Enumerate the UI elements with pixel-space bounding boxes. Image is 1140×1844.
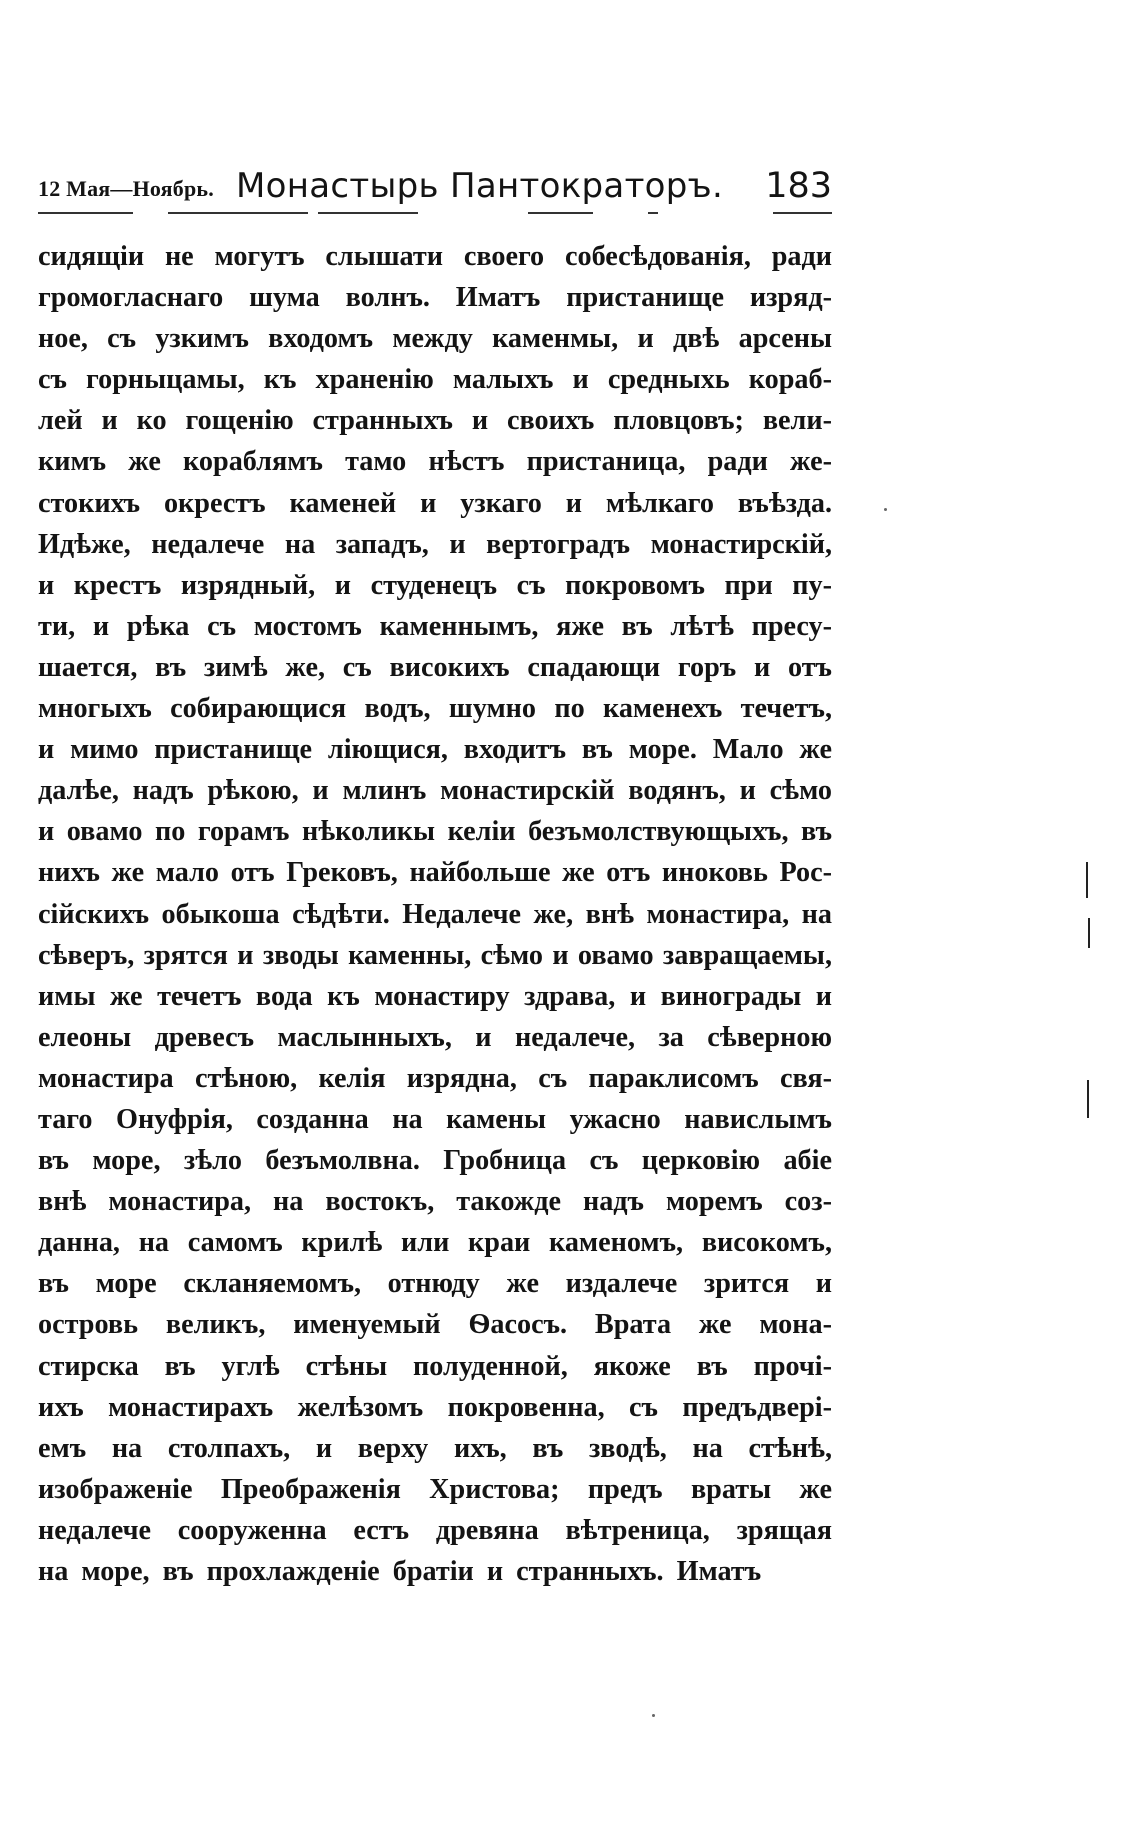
header-rule [38,212,832,215]
header-title: Монастырь Пантократоръ. [236,166,724,206]
text-line: недалече сооруженна естъ древяна вѣтреница, зрящая [38,1514,832,1546]
text-line: и овамо по горамъ нѣколикы келіи безъмолствующыхъ, въ [38,816,832,848]
text-line: стирска въ углѣ стѣны полуденной, якоже въ прочі- [38,1350,832,1382]
scan-speck [652,1714,655,1717]
text-line: и мимо пристанище ліющися, входитъ въ море. Мало же [38,734,832,766]
text-line: лей и ко гощенію странныхъ и своихъ пловцовъ; вели- [38,405,832,437]
text-line: емъ на столпахъ, и верху ихъ, въ зводѣ, на стѣнѣ, [38,1432,832,1464]
text-line: и крестъ изрядный, и студенецъ съ покровомъ при пу- [38,569,832,601]
text-line: далѣе, надъ рѣкою, и млинъ монастирскій водянъ, и сѣмо [38,775,832,807]
text-line: шается, въ зимѣ же, съ високихъ спадающи горъ и отъ [38,651,832,683]
text-line: нихъ же мало отъ Грековъ, найбольше же отъ иноковь Рос- [38,857,832,889]
running-head [38,160,832,210]
text-line: съ горныцамы, къ храненію малыхъ и средныхь кораб- [38,364,832,396]
text-line: ихъ монастирахъ желѣзомъ покровенна, съ предъдвері- [38,1391,832,1423]
text-line: имы же течетъ вода къ монастиру здрава, и винограды и [38,980,832,1012]
page-number: 183 [765,166,832,206]
text-line: громогласнаго шума волнъ. Иматъ пристанище изряд- [38,282,832,314]
text-line: данна, на самомъ крилѣ или краи каменомъ, високомъ, [38,1227,832,1259]
text-line: сійскихъ обыкоша сѣдѣти. Недалече же, внѣ монастира, на [38,898,832,930]
text-line: многыхъ собирающися водъ, шумно по каменехъ течетъ, [38,693,832,725]
body-text [38,236,832,1592]
text-line: на море, въ прохлажденіе братіи и странныхъ. Иматъ [38,1556,762,1587]
text-line: стокихъ окрестъ каменей и узкаго и мѣлкаго въѣзда. [38,487,832,519]
text-line: сидящіи не могутъ слышати своего собесѣдованія, ради [38,241,832,272]
text-line: сѣверъ, зрятся и зводы каменны, сѣмо и овамо завращаемы, [38,939,832,971]
text-line: елеоны древесъ маслынныхъ, и недалече, за сѣверною [38,1021,832,1053]
text-line: изображеніе Преображенія Христова; предъ враты же [38,1473,832,1505]
text-line: ти, и рѣка съ мостомъ каменнымъ, яже въ лѣтѣ пресу- [38,610,832,642]
text-line: внѣ монастира, на востокъ, такожде надъ моремъ соз- [38,1186,832,1218]
text-line: въ море, зѣло безъмолвна. Гробница съ церковію абіе [38,1145,832,1177]
text-line: таго Онуфрія, созданна на камены ужасно навислымъ [38,1103,832,1135]
text-line: монастира стѣною, келія изрядна, съ параклисомъ свя- [38,1062,832,1094]
text-line: островь великъ, именуемый Ѳасосъ. Врата же мона- [38,1309,832,1341]
margin-mark [1087,1080,1089,1118]
text-line: ное, съ узкимъ входомъ между каменмы, и двѣ арсены [38,323,832,355]
scan-speck [884,508,887,511]
header-date-range: 12 Мая—Ноябрь. [38,176,214,201]
text-line: въ море скланяемомъ, отнюду же издалече зрится и [38,1268,832,1300]
margin-mark [1086,862,1088,898]
text-line: Идѣже, недалече на западъ, и вертоградъ монастирскій, [38,528,832,560]
margin-mark [1088,918,1090,948]
text-line: кимъ же кораблямъ тамо нѣстъ пристаница, ради же- [38,446,832,478]
